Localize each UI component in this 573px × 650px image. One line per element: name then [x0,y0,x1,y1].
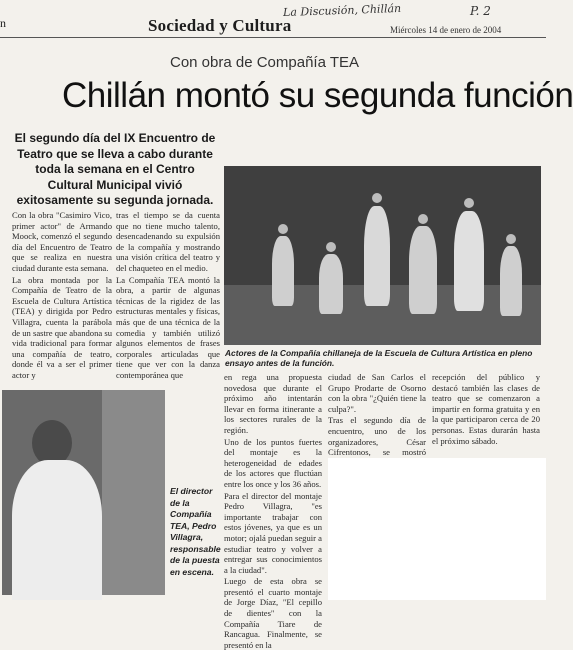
paragraph: Uno de los puntos fuertes del montaje es la heterogeneidad de edades de los actores que fluctúan entre los once y los 36 años. [224,436,322,489]
article-headline: Chillán montó su segunda función [62,76,573,115]
portrait-caption: El director de la Compañía TEA, Pedro Villagra, responsable de la puesta en escena. [170,486,221,577]
handwritten-page: P. 2 [470,4,491,18]
article-lead: El segundo día del IX Encuentro de Teatro que se lleva a cabo durante toda la semana en el Centro Cultural Municipal vivió exitosamente su segunda jornada. [14,131,216,207]
paragraph: La Compañía TEA montó la obra, a partir de algunas técnicas de la rigidez de las estructuras mentales y físicas, más que de una técnica de la comedia y también utilizó algunos elementos de frases corporales articuladas que tiene que ver con la danza contemporánea que [116,274,220,380]
paragraph: Tras el segundo día de encuentro, uno de los organizadores, César Cifrentonos, se mostró [328,415,426,458]
article-column-1 [12,210,112,384]
stage-photo [224,166,541,345]
article-column-2 [116,210,220,384]
photo-caption: Actores de la Compañía chillaneja de la Escuela de Cultura Artística en pleno ensayo antes de la función. [225,348,533,368]
paragraph: recepción del público y destacó también las clases de teatro que se comenzaron a impartir en forma gratuita y en la que participaron cerca de 20 personas. Estas durarán hasta el próximo sábado. [432,372,540,446]
section-title: Sociedad y Cultura [148,16,292,35]
paragraph: La obra montada por la Compañía de Teatro de la Escuela de Cultura Artística (TEA) y dirigida por Pedro Villagra, cuenta la parábola de un sastre que abandona su vida tradicional para formar una compañía de teatro, donde él va a ser el primer actor y [12,274,112,380]
article-column-4 [328,372,426,458]
article-column-5 [432,372,540,458]
paragraph: en rega una propuesta novedosa que durante el próximo año intentarán llevar en forma itinerante a los sectores rurales de la región. [224,372,322,435]
header-left-fragment: n [0,16,6,30]
paragraph: Con la obra "Casimiro Vico, primer actor" de Armando Moock, comenzó el segundo día del Encuentro de Teatro que se realiza en nuestra ciudad durante esta semana. [12,210,112,273]
portrait-photo [2,390,165,595]
issue-date: Miércoles 14 de enero de 2004 [390,25,502,35]
blank-area [328,458,546,600]
paragraph: ciudad de San Carlos el Grupo Prodarte de Osorno con la obra "¿Quién tiene la culpa?". [328,372,426,414]
header-rule [0,37,546,38]
article-kicker: Con obra de Compañía TEA [170,54,360,71]
article-column-3 [224,372,322,650]
paragraph: tras el tiempo se da cuenta que no tiene mucho talento, desencadenando su expulsión de la compañía y mostrando una visión crítica del teatro y del chaqueteo en el medio. [116,210,220,273]
handwritten-source: La Discusión, Chillán [282,1,402,20]
paragraph: Luego de esta obra se presentó el cuarto montaje de Jorge Díaz, "El cepillo de dientes" con la Compañía Tiare de Rancagua. Finalmente, se presentó en la [224,576,322,650]
paragraph: Para el director del montaje Pedro Villagra, "es importante trabajar con estos jóvenes, ya que es un motor; ojalá puedan seguir a estudiar teatro y volver a entregar sus conocimientos a la ciudad". [224,490,322,575]
